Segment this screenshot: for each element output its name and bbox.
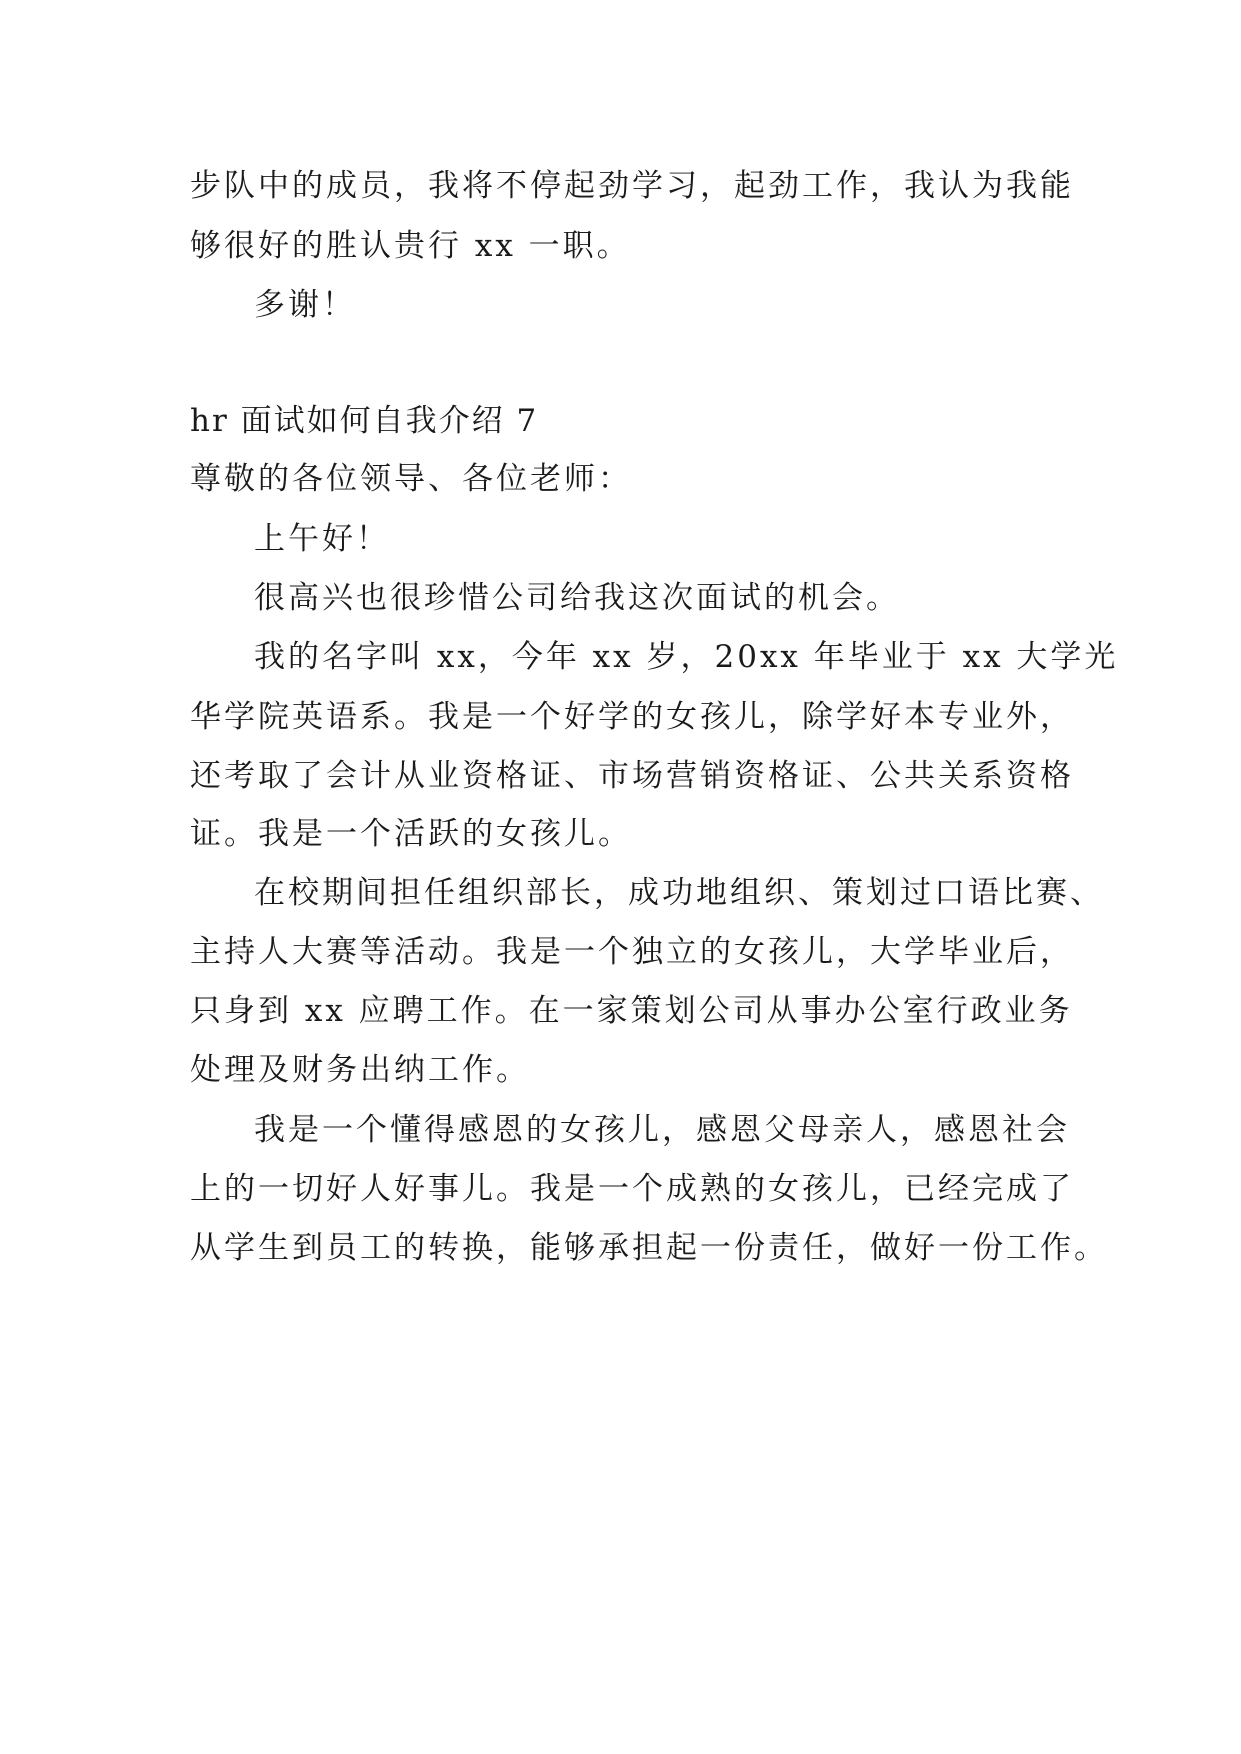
paragraph-1-line-1: 很高兴也很珍惜公司给我这次面试的机会。	[254, 580, 900, 616]
paragraph-4-line-1: 我是一个懂得感恩的女孩儿，感恩父母亲人，感恩社会	[254, 1112, 1070, 1148]
paragraph-3-line-3: 只身到 xx 应聘工作。在一家策划公司从事办公室行政业务	[190, 993, 1073, 1029]
paragraph-3-line-2: 主持人大赛等活动。我是一个独立的女孩儿，大学毕业后，	[190, 934, 1074, 970]
paragraph-2-line-3: 还考取了会计从业资格证、市场营销资格证、公共关系资格	[190, 758, 1074, 794]
continuation-line-2: 够很好的胜认贵行 xx 一职。	[190, 228, 631, 264]
thanks-text: 多谢！	[254, 287, 356, 323]
greeting: 上午好！	[254, 521, 390, 557]
paragraph-2-line-1: 我的名字叫 xx，今年 xx 岁，20xx 年毕业于 xx 大学光	[254, 639, 1119, 675]
paragraph-4-line-3: 从学生到员工的转换，能够承担起一份责任，做好一份工作。	[190, 1230, 1108, 1266]
paragraph-2-line-2: 华学院英语系。我是一个好学的女孩儿，除学好本专业外，	[190, 699, 1074, 735]
paragraph-4-line-2: 上的一切好人好事儿。我是一个成熟的女孩儿，已经完成了	[190, 1171, 1074, 1207]
paragraph-3-line-4: 处理及财务出纳工作。	[190, 1052, 530, 1088]
paragraph-2-line-4: 证。我是一个活跃的女孩儿。	[190, 816, 632, 852]
salutation: 尊敬的各位领导、各位老师：	[190, 461, 632, 497]
section-title: hr 面试如何自我介绍 7	[190, 403, 539, 439]
continuation-line-1: 步队中的成员，我将不停起劲学习，起劲工作，我认为我能	[190, 168, 1074, 204]
paragraph-3-line-1: 在校期间担任组织部长，成功地组织、策划过口语比赛、	[254, 875, 1104, 911]
